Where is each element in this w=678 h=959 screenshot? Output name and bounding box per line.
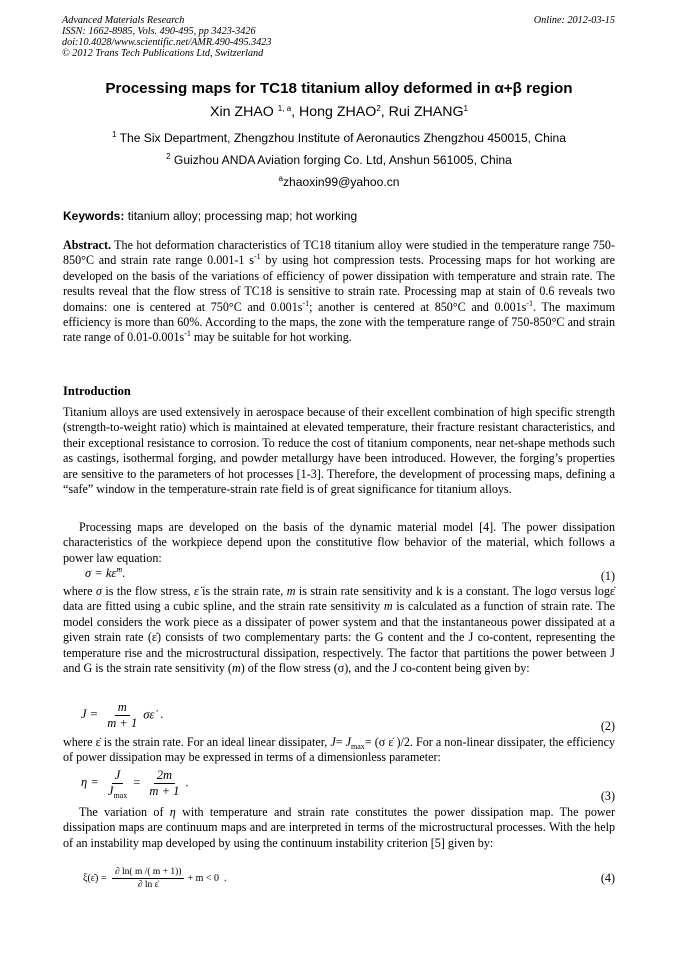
- affiliation-1: [0, 131, 678, 145]
- paragraph-after-eq3: [63, 805, 615, 851]
- paragraph-after-eq2: [63, 735, 615, 766]
- p2-seg-b: =: [335, 735, 346, 749]
- equation-1-exponent: m: [116, 565, 123, 574]
- keywords-text: titanium alloy; processing map; hot working: [127, 209, 358, 223]
- equation-1-number: (1): [600, 569, 615, 583]
- equation-1-period: .: [122, 566, 126, 580]
- equation-3-period: .: [185, 775, 189, 790]
- equation-2: [63, 700, 615, 734]
- equation-4-number: (4): [600, 871, 615, 885]
- p1-m2: m: [383, 599, 393, 614]
- equation-3-denominator-2: m + 1: [149, 784, 180, 798]
- equation-4-numerator: ∂ ln( m /( m + 1)): [112, 866, 185, 879]
- p2-Jmax: J: [345, 735, 352, 749]
- equation-3-den-sub: max: [113, 791, 128, 800]
- keywords-label: Keywords:: [63, 209, 125, 223]
- equation-3-fraction-1: [105, 768, 130, 799]
- equation-3-fraction-2: [146, 768, 182, 799]
- equation-4-fraction: [112, 866, 185, 891]
- equation-4-lhs: ξ(ε̇) =: [83, 872, 107, 884]
- abstract-label: Abstract.: [63, 238, 112, 252]
- abstract-sup-3: -1: [526, 298, 534, 308]
- equation-1-lhs: σ = kε̇: [85, 566, 117, 580]
- p1-seg-c: is the strain rate,: [198, 584, 287, 598]
- abstract-sup-1: -1: [253, 252, 261, 262]
- p1-edot: ε̇: [193, 584, 199, 598]
- author-3: Rui ZHANG: [388, 104, 464, 120]
- p1-m: m: [286, 584, 296, 598]
- equation-2-rhs: σε̇: [143, 707, 155, 722]
- p1-seg-a: where: [63, 584, 96, 598]
- equation-3-equals: =: [133, 775, 141, 790]
- p3-eta: η: [169, 805, 176, 819]
- equation-3-lhs: η =: [81, 775, 99, 790]
- journal-header: [62, 15, 271, 59]
- intro-paragraph-2: Processing maps are developed on the basis of the dynamic material model [4]. The power dissipation characteristics of the workpiece depend upon the constitutive flow behavior of the material, which follows a power law equation:: [63, 520, 615, 565]
- p2-max-sub: max: [351, 742, 365, 751]
- author-2: Hong ZHAO: [299, 104, 377, 120]
- equation-4-denominator: ∂ ln ε̇: [137, 880, 159, 890]
- abstract-text-2: by using hot compression tests. Processing maps for hot working are developed on the basis of the variations of efficiency of power dissipation with temperature and strain rate. The results reveal that the flow stress of TC18 is sensitive to strain rate. Processing map at stain of 0.6 reveals two domains: one is centered at 750°C and 0.001s: [63, 253, 615, 314]
- copyright-line: © 2012 Trans Tech Publications Ltd, Switzerland: [62, 48, 264, 59]
- p3-seg-a: The variation of: [79, 805, 170, 819]
- p3-seg-b: with temperature and strain rate constitutes the power dissipation map. The power dissipation maps are continuum maps and are interpreted in terms of the microstructural processes. With the help of an instability map developed by using the continuum instability criterion [5] given by:: [63, 805, 615, 850]
- affiliation-2: [0, 153, 678, 167]
- equation-1: [63, 566, 615, 584]
- equation-2-numerator: m: [115, 700, 130, 716]
- equation-4-rhs: + m < 0: [187, 872, 220, 884]
- author-1: Xin ZHAO: [209, 104, 274, 120]
- author-3-affil: 1: [463, 104, 468, 113]
- paragraph-after-eq1: [63, 584, 615, 676]
- author-2-affil: 2: [376, 104, 381, 113]
- equation-3-numerator-2: 2m: [154, 768, 175, 784]
- p1-seg-f: ) of the flow stress (σ), and the J co-content being given by:: [240, 661, 530, 676]
- equation-4-period: .: [224, 872, 227, 884]
- equation-2-period: .: [160, 707, 164, 722]
- author-list: Xin ZHAO $^{1, a}$, Hong ZHAO$^2$, Rui ZHANG$^1$: [209, 104, 468, 120]
- intro-paragraph-1: Titanium alloys are used extensively in aerospace because of their excellent combination of high specific strength (strength-to-weight ratio) which is maintained at elevated temperature, their fracture resistant characteristics, and their exceptional resistance to corrosion. To reduce the cost of titanium components, near net-shape methods such as castings, isothermal forging, and powder metallurgy have been introduced. However, the forging’s properties are sensitive to the parameters of hot processes [1-3]. Therefore, the development of processing maps, defining a “safe” window in the temperature-strain rate field is of great significance for titanium alloys.: [63, 405, 615, 497]
- abstract-text-4: . The maximum efficiency is more than 60%. According to the maps, the zone with the temperature range of 750-850°C and strain rate range of 0.01-0.001s: [63, 299, 615, 345]
- email-text: zhaoxin99@yahoo.cn: [282, 175, 400, 189]
- journal-name: Advanced Materials Research: [62, 15, 185, 26]
- affiliation-1-text: The Six Department, Zhengzhou Institute of Aeronautics Zhengzhou 450015, China: [119, 131, 566, 145]
- abstract-sup-2: -1: [302, 298, 310, 308]
- author-email: [0, 175, 678, 189]
- section-heading-introduction: Introduction: [63, 384, 131, 398]
- abstract-paragraph: [63, 238, 615, 346]
- p1-seg-d: is strain rate sensitivity and k is a constant. The logσ versus logε̇ data are fitted using a cubic spline, and the strain rate sensitivity: [63, 584, 615, 614]
- p2-J: J: [330, 735, 336, 749]
- online-date: Online: 2012-03-15: [533, 15, 615, 26]
- p2-seg-c: = (σ ε̇ )/2. For a non-linear dissipater, the efficiency of power dissipation may be expressed in terms of a dimensionless parameter:: [63, 735, 615, 765]
- abstract-sup-4: -1: [184, 329, 191, 339]
- equation-3: [63, 768, 615, 804]
- abstract-text-3: ; another is centered at 850°C and 0.001s: [309, 299, 527, 314]
- equation-2-lhs: J =: [81, 707, 99, 722]
- affiliation-2-text: Guizhou ANDA Aviation forging Co. Ltd, Anshun 561005, China: [173, 153, 512, 167]
- p1-m3: m: [231, 661, 241, 676]
- abstract-text-1: The hot deformation characteristics of TC18 titanium alloy were studied in the temperature range 750-850°C and strain rate range 0.001-1 s: [63, 238, 615, 268]
- p1-seg-e: is calculated as a function of strain rate. The model considers the work piece as a dissipater of power system and that the instantaneous power dissipated at a given strain rate (ε̇) consists of two complementary parts: the G content and the J co-content, representing the temperature rise and the microstructural dissipation, respectively. The factor that partitions the power between J and G is the strain rate sensitivity (: [63, 599, 615, 676]
- author-1-affil: 1, a: [277, 104, 292, 113]
- issn-line: ISSN: 1662-8985, Vols. 490-495, pp 3423-3426: [62, 26, 256, 37]
- p2-seg-a: where ε̇ is the strain rate. For an ideal linear dissipater,: [63, 735, 331, 749]
- equation-3-denominator-1: J: [107, 784, 114, 798]
- paper-title: Processing maps for TC18 titanium alloy deformed in α+β region: [105, 80, 573, 97]
- affiliation-1-marker: 1: [111, 130, 117, 139]
- equation-2-number: (2): [600, 719, 615, 733]
- equation-3-number: (3): [600, 789, 615, 803]
- p1-seg-b: is the flow stress,: [101, 584, 194, 598]
- p1-sigma: σ: [95, 584, 102, 598]
- equation-2-fraction: [104, 700, 140, 731]
- abstract-text-5: may be suitable for hot working.: [190, 330, 352, 345]
- affiliation-2-marker: 2: [166, 152, 171, 161]
- email-marker: a: [278, 174, 283, 183]
- doi-line: doi:10.4028/www.scientific.net/AMR.490-495.3423: [62, 37, 272, 48]
- keywords-line: [63, 209, 357, 223]
- equation-3-numerator-1: J: [112, 768, 124, 784]
- equation-4: [63, 866, 615, 896]
- equation-2-denominator: m + 1: [107, 716, 138, 730]
